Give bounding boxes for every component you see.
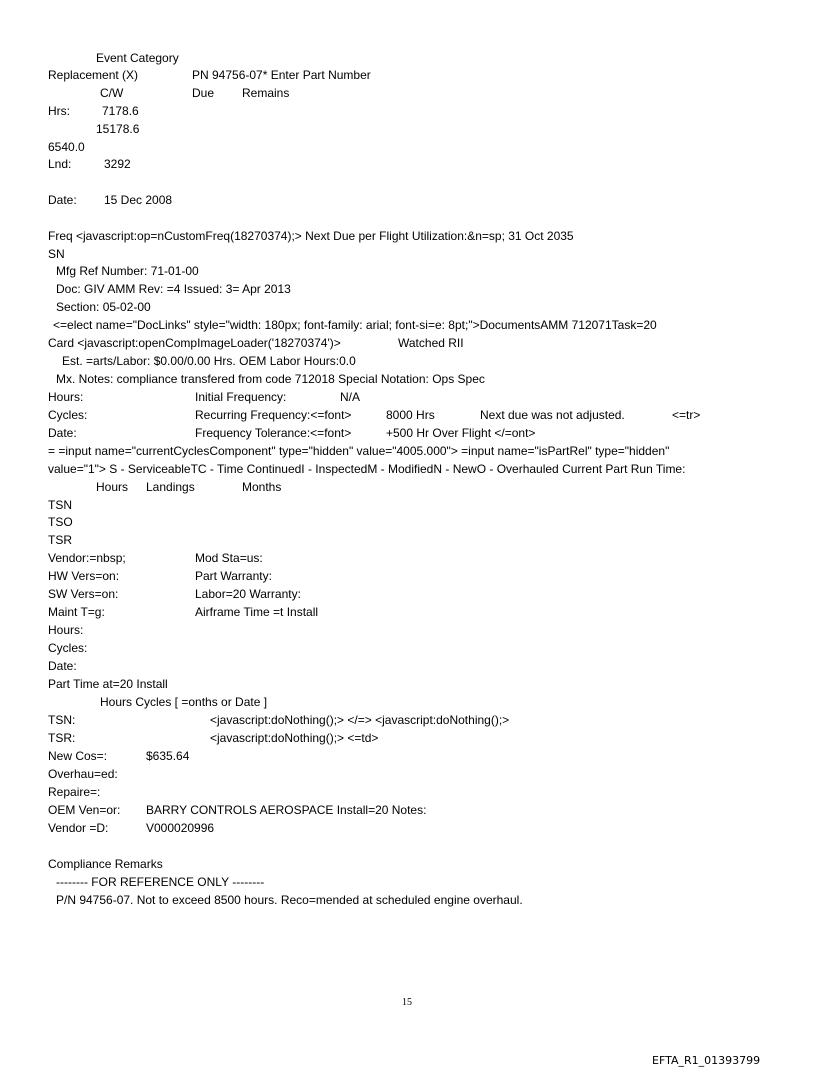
event-category-label: Event Category xyxy=(96,51,179,65)
sn-label: SN xyxy=(48,247,65,261)
overhauled-label: Overhau=ed: xyxy=(48,767,118,781)
run-time-months-header: Months xyxy=(242,480,282,494)
freq-line: Freq <javascript:op=nCustomFreq(18270374);> Next Due per Flight Utilization:&n=sp; 31 Oct 2035 xyxy=(48,229,574,243)
initial-frequency-label: Initial Frequency: xyxy=(195,390,287,404)
hrs-remains-value: 6540.0 xyxy=(48,140,85,154)
part-time-tsr-value: <javascript:doNothing();> <=td> xyxy=(210,731,379,745)
new-cost-label: New Cos=: xyxy=(48,749,108,763)
vendor-label: Vendor:=nbsp; xyxy=(48,551,126,565)
hrs-label: Hrs: xyxy=(48,104,70,118)
initial-frequency-value: N/A xyxy=(340,390,361,404)
mfg-ref-number: Mfg Ref Number: 71-01-00 xyxy=(56,264,199,278)
mod-status-label: Mod Sta=us: xyxy=(195,551,263,565)
compliance-note: P/N 94756-07. Not to exceed 8500 hours. Reco=mended at scheduled engine overhaul. xyxy=(56,893,523,907)
lnd-label: Lnd: xyxy=(48,157,72,171)
airframe-time-label: Airframe Time =t Install xyxy=(195,605,319,619)
cycles-label: Cycles: xyxy=(48,408,88,422)
oem-vendor-label: OEM Ven=or: xyxy=(48,803,121,817)
vendor-hours-label: Hours: xyxy=(48,623,84,637)
part-time-tsr-label: TSR: xyxy=(48,731,76,745)
date-value: 15 Dec 2008 xyxy=(104,193,173,207)
hidden-input-line-2: value="1"> S - ServiceableTC - Time ContinuedI - InspectedM - ModifiedN - NewO - Overhauled Current Part Run Time: xyxy=(48,462,686,476)
doc-line: Doc: GIV AMM Rev: =4 Issued: 3= Apr 2013 xyxy=(56,282,291,296)
lnd-value: 3292 xyxy=(104,157,131,171)
footer-document-id: EFTA_R1_01393799 xyxy=(652,1054,761,1067)
recurring-frequency-label: Recurring Frequency:<=font> xyxy=(195,408,352,422)
watched-rii: Watched RII xyxy=(398,336,464,350)
part-time-columns: Hours Cycles [ =onths or Date ] xyxy=(100,695,268,709)
maint-tag-label: Maint T=g: xyxy=(48,605,105,619)
hrs-due-value: 15178.6 xyxy=(96,122,140,136)
run-time-hours-header: Hours xyxy=(96,480,129,494)
tr-fragment: <=tr> xyxy=(672,408,701,422)
due-column-header: Due xyxy=(192,86,215,100)
hrs-value: 7178.6 xyxy=(102,104,139,118)
section-line: Section: 05-02-00 xyxy=(56,300,151,314)
tso-label: TSO xyxy=(48,515,73,529)
tsn-label: TSN xyxy=(48,498,72,512)
compliance-remarks-title: Compliance Remarks xyxy=(48,857,163,871)
vendor-date-label: Date: xyxy=(48,659,77,673)
reference-only-banner: -------- FOR REFERENCE ONLY -------- xyxy=(56,875,265,889)
hidden-input-line-1: = =input name="currentCyclesComponent" type="hidden" value="4005.000"> =input name="isPartRel" type="hidden" xyxy=(48,444,670,458)
vendor-id-label: Vendor =D: xyxy=(48,821,109,835)
date-label-2: Date: xyxy=(48,426,77,440)
frequency-tolerance-label: Frequency Tolerance:<=font> xyxy=(195,426,352,440)
remains-column-header: Remains xyxy=(242,86,290,100)
vendor-cycles-label: Cycles: xyxy=(48,641,88,655)
new-cost-value: $635.64 xyxy=(146,749,190,763)
cw-column-header: C/W xyxy=(100,86,124,100)
doc-links-select-line: <=elect name="DocLinks" style="width: 180px; font-family: arial; font-si=e: 8pt;">DocumentsAMM 712071Task=20 xyxy=(53,318,657,332)
page-number: 15 xyxy=(402,997,412,1008)
part-warranty-label: Part Warranty: xyxy=(195,569,272,583)
sw-version-label: SW Vers=on: xyxy=(48,587,119,601)
not-adjusted-text: Next due was not adjusted. xyxy=(480,408,625,422)
date-label: Date: xyxy=(48,193,77,207)
oem-vendor-value: BARRY CONTROLS AEROSPACE Install=20 Notes: xyxy=(146,803,427,817)
part-number-line: PN 94756-07* Enter Part Number xyxy=(192,68,371,82)
card-line: Card <javascript:openCompImageLoader('18270374')> xyxy=(48,336,341,350)
tsr-label: TSR xyxy=(48,533,72,547)
replacement-label: Replacement (X) xyxy=(48,68,139,82)
run-time-landings-header: Landings xyxy=(146,480,195,494)
est-labor-line: Est. =arts/Labor: $0.00/0.00 Hrs. OEM Labor Hours:0.0 xyxy=(62,354,356,368)
recurring-frequency-value: 8000 Hrs xyxy=(386,408,435,422)
part-time-tsn-label: TSN: xyxy=(48,713,76,727)
frequency-tolerance-value: +500 Hr Over Flight </=ont> xyxy=(386,426,536,440)
repaired-label: Repaire=: xyxy=(48,785,101,799)
mx-notes-line: Mx. Notes: compliance transfered from code 712018 Special Notation: Ops Spec xyxy=(56,372,485,386)
hours-label: Hours: xyxy=(48,390,84,404)
hw-version-label: HW Vers=on: xyxy=(48,569,120,583)
vendor-id-value: V000020996 xyxy=(146,821,215,835)
part-time-tsn-value: <javascript:doNothing();> </=> <javascript:doNothing();> xyxy=(210,713,510,727)
labor-warranty-label: Labor=20 Warranty: xyxy=(195,587,301,601)
part-time-title: Part Time at=20 Install xyxy=(48,677,168,691)
